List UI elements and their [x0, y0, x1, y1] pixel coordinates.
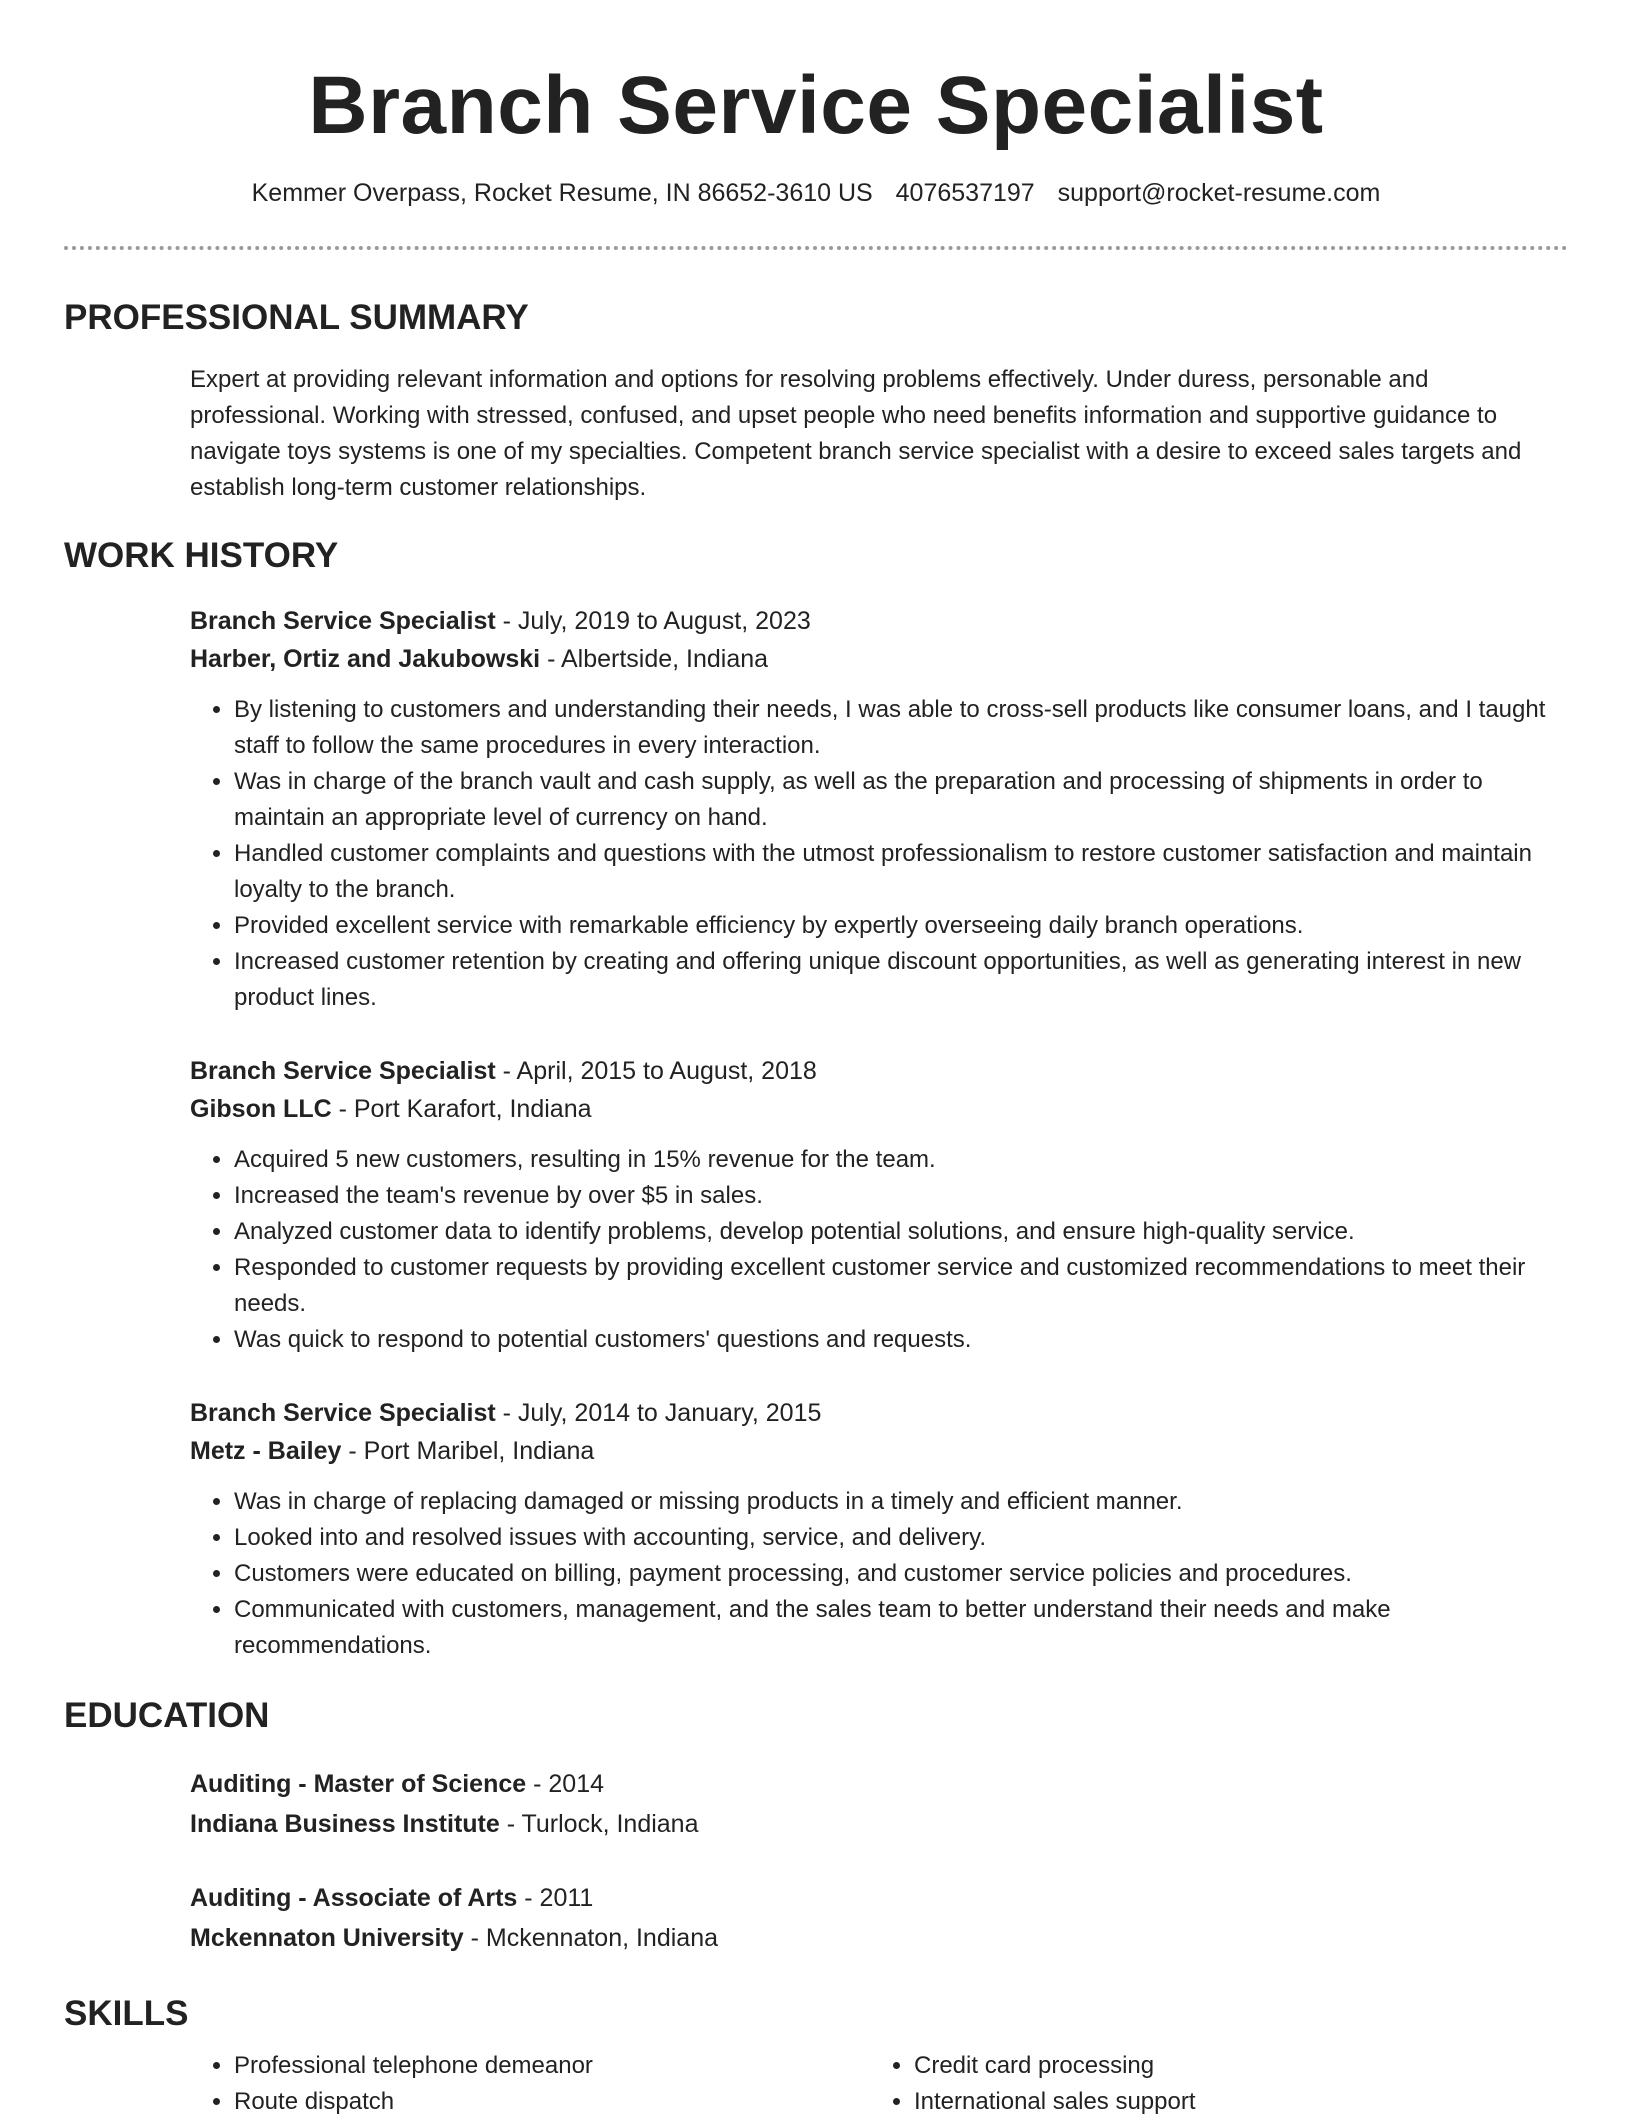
resume-name: Branch Service Specialist [308, 60, 1324, 151]
job-bullets [190, 1484, 1568, 1664]
skills-list [190, 2048, 1568, 2120]
summary-heading: PROFESSIONAL SUMMARY [64, 298, 529, 337]
job-location: - Albertside, Indiana [540, 645, 769, 673]
edu-location: - Turlock, Indiana [499, 1810, 699, 1838]
edu-location: - Mckennaton, Indiana [463, 1924, 719, 1952]
skills-heading: SKILLS [64, 1994, 189, 2033]
list-item: • Analyzed customer data to identify problems, develop potential solutions, and ensure high-quality service. [234, 1214, 1568, 1250]
job-bullets [190, 1142, 1568, 1358]
education-entry [190, 1878, 1568, 1958]
job-dates: - April, 2015 to August, 2018 [495, 1057, 817, 1085]
list-item: • Responded to customer requests by providing excellent customer service and customized recommendations to meet their needs. [234, 1250, 1568, 1322]
header-divider [64, 246, 1568, 250]
contact-phone: 4076537197 [895, 179, 1035, 207]
skills-column-left [190, 2048, 870, 2120]
list-item: • Increased customer retention by creating and offering unique discount opportunities, as well as generating interest in new product lines. [234, 944, 1568, 1016]
job-company: Gibson LLC [190, 1095, 332, 1123]
job-company-line [190, 1432, 1568, 1470]
list-item: • International sales support [914, 2084, 1550, 2120]
job-title-line [190, 602, 1568, 640]
education-heading: EDUCATION [64, 1696, 270, 1735]
job-entry [190, 1052, 1568, 1358]
job-entry [190, 602, 1568, 1016]
edu-school: Mckennaton University [190, 1924, 464, 1952]
edu-school-line [190, 1918, 1568, 1958]
edu-degree: Auditing - Associate of Arts [190, 1884, 518, 1912]
job-company-line [190, 640, 1568, 678]
contact-email: support@rocket-resume.com [1057, 179, 1381, 207]
list-item: • Communicated with customers, management, and the sales team to better understand their needs and make recommendations. [234, 1592, 1568, 1664]
edu-school: Indiana Business Institute [190, 1810, 500, 1838]
work-history-heading: WORK HISTORY [64, 536, 339, 575]
job-company-line [190, 1090, 1568, 1128]
list-item: • Credit card processing [914, 2048, 1550, 2084]
list-item: • Acquired 5 new customers, resulting in 15% revenue for the team. [234, 1142, 1568, 1178]
edu-school-line [190, 1804, 1568, 1844]
job-role: Branch Service Specialist [190, 607, 496, 635]
education-entry [190, 1764, 1568, 1844]
edu-degree: Auditing - Master of Science [190, 1770, 527, 1798]
job-title-line [190, 1052, 1568, 1090]
list-item: • Professional telephone demeanor [234, 2048, 870, 2084]
job-title-line [190, 1394, 1568, 1432]
edu-year: - 2011 [517, 1884, 594, 1912]
summary-text: Expert at providing relevant information and options for resolving problems effectively. Under duress, personable and professional. Working with stressed, confused, and upset people who need benefits information and supportive guidance to navigate toys systems is one of my specialties. Competent branch service specialist with a desire to exceed sales targets and establish long-term customer relationships. [190, 366, 1522, 501]
list-item: • Customers were educated on billing, payment processing, and customer service policies and procedures. [234, 1556, 1568, 1592]
list-item: • Provided excellent service with remarkable efficiency by expertly overseeing daily branch operations. [234, 908, 1568, 944]
contact-line [64, 176, 1568, 210]
job-company: Harber, Ortiz and Jakubowski [190, 645, 541, 673]
edu-year: - 2014 [526, 1770, 605, 1798]
job-dates: - July, 2019 to August, 2023 [495, 607, 811, 635]
list-item: • By listening to customers and understanding their needs, I was able to cross-sell products like consumer loans, and I taught staff to follow the same procedures in every interaction. [234, 692, 1568, 764]
job-location: - Port Maribel, Indiana [341, 1437, 595, 1465]
job-entry [190, 1394, 1568, 1664]
job-dates: - July, 2014 to January, 2015 [495, 1399, 822, 1427]
list-item: • Route dispatch [234, 2084, 870, 2120]
job-location: - Port Karafort, Indiana [331, 1095, 592, 1123]
edu-degree-line [190, 1764, 1568, 1804]
edu-degree-line [190, 1878, 1568, 1918]
list-item: • Was quick to respond to potential customers' questions and requests. [234, 1322, 1568, 1358]
list-item: • Was in charge of replacing damaged or missing products in a timely and efficient manner. [234, 1484, 1568, 1520]
resume-page [64, 0, 1568, 2120]
job-company: Metz - Bailey [190, 1437, 342, 1465]
list-item: • Handled customer complaints and questions with the utmost professionalism to restore customer satisfaction and maintain loyalty to the branch. [234, 836, 1568, 908]
list-item: • Increased the team's revenue by over $5 in sales. [234, 1178, 1568, 1214]
list-item: • Was in charge of the branch vault and cash supply, as well as the preparation and processing of shipments in order to maintain an appropriate level of currency on hand. [234, 764, 1568, 836]
job-role: Branch Service Specialist [190, 1399, 496, 1427]
contact-address: Kemmer Overpass, Rocket Resume, IN 86652-3610 US [251, 179, 873, 207]
list-item: • Looked into and resolved issues with accounting, service, and delivery. [234, 1520, 1568, 1556]
skills-column-right [870, 2048, 1550, 2120]
job-bullets [190, 692, 1568, 1016]
job-role: Branch Service Specialist [190, 1057, 496, 1085]
